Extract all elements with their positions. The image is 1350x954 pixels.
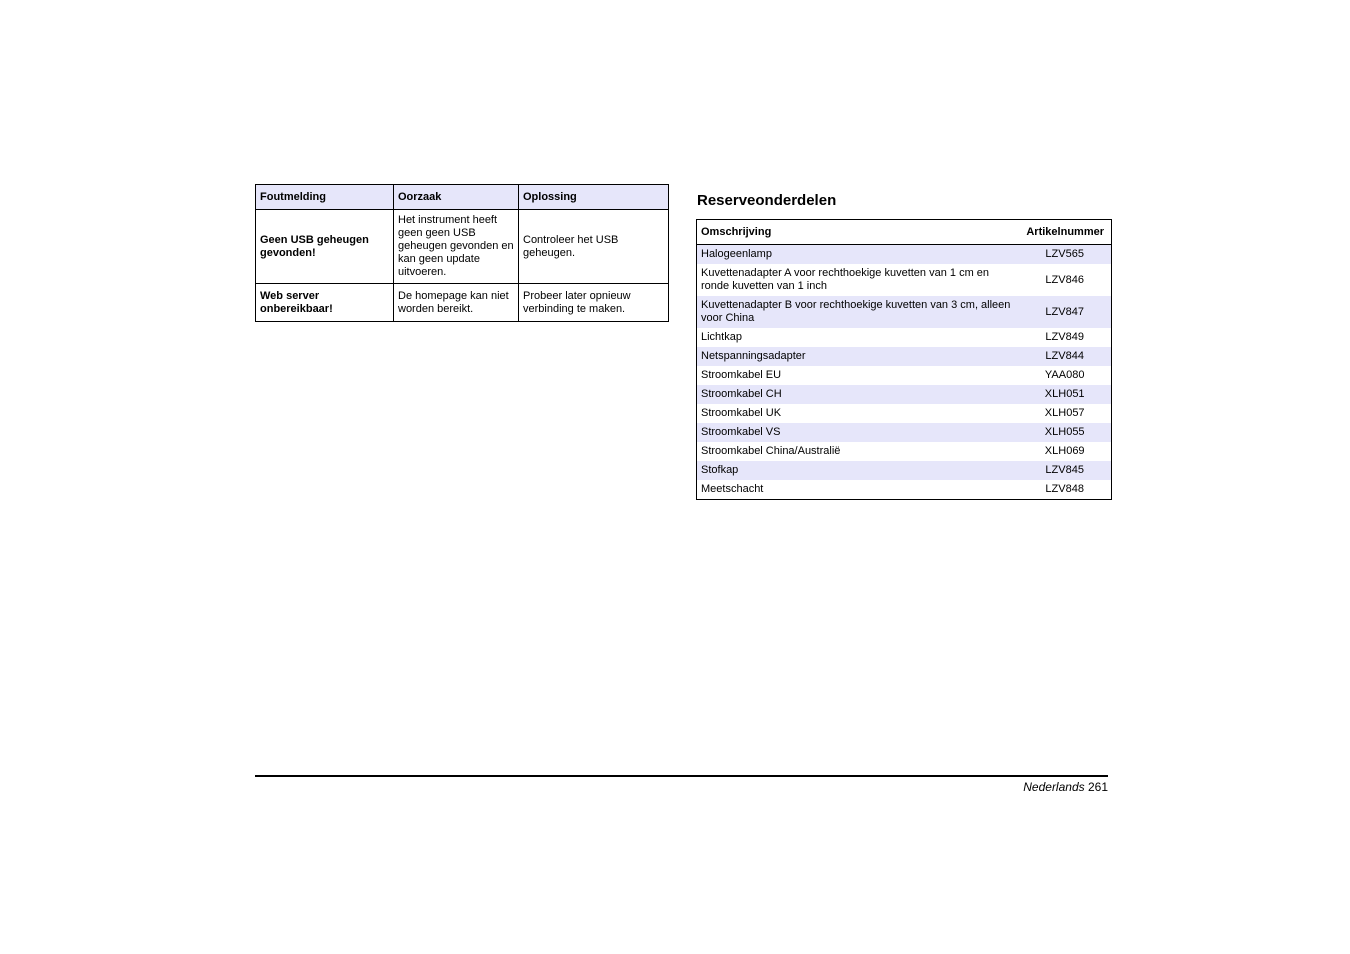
part-description: Meetschacht (701, 483, 764, 495)
error-table (255, 184, 669, 322)
part-description: Stroomkabel VS (697, 423, 1023, 442)
part-number: XLH057 (1044, 407, 1085, 419)
error-solution: Controleer het USB geheugen. (519, 210, 669, 284)
part-description: Stroomkabel China/Australië (701, 445, 841, 457)
part-number: LZV849 (1045, 331, 1084, 343)
column-header-article-number: Artikelnummer (1022, 220, 1111, 245)
part-number: XLH055 (1022, 423, 1111, 442)
part-number: XLH051 (1022, 385, 1111, 404)
footer-divider (255, 775, 1108, 777)
error-table-header-row (256, 185, 669, 210)
table-row (697, 347, 1112, 366)
table-row (697, 385, 1112, 404)
page-footer (1023, 780, 1108, 794)
part-description: Lichtkap (701, 331, 742, 343)
part-number: LZV845 (1022, 461, 1111, 480)
part-number: LZV846 (1045, 273, 1084, 286)
column-header-cause: Oorzaak (394, 185, 519, 210)
error-message: Geen USB geheugen gevonden! (256, 210, 394, 284)
part-description: Halogeenlamp (697, 245, 1023, 265)
page-number: 261 (1087, 780, 1108, 794)
part-description: Stroomkabel UK (701, 407, 782, 419)
column-header-description: Omschrijving (697, 220, 1023, 245)
table-row (256, 210, 669, 284)
error-solution: Probeer later opnieuw verbinding te maken. (519, 284, 669, 322)
parts-table (696, 219, 1112, 500)
column-header-solution: Oplossing (519, 185, 669, 210)
table-row (697, 404, 1112, 423)
table-row (697, 480, 1112, 500)
table-row (697, 296, 1112, 328)
section-title: Reserveonderdelen (697, 192, 837, 209)
part-description: Stofkap (697, 461, 1023, 480)
part-description: Kuvettenadapter A voor rechthoekige kuvetten van 1 cm en ronde kuvetten van 1 inch (701, 267, 990, 292)
table-row (697, 423, 1112, 442)
part-description: Stroomkabel CH (697, 385, 1023, 404)
footer-language: Nederlands (1023, 780, 1085, 794)
table-row (697, 366, 1112, 385)
part-number: LZV847 (1022, 296, 1111, 328)
parts-table-header-row (697, 220, 1112, 245)
part-number: LZV565 (1022, 245, 1111, 265)
table-row (697, 245, 1112, 265)
table-row (697, 442, 1112, 461)
part-number: LZV844 (1022, 347, 1111, 366)
column-header-error: Foutmelding (256, 185, 394, 210)
table-row (697, 264, 1112, 296)
part-number: LZV848 (1045, 483, 1084, 495)
part-number: XLH069 (1044, 445, 1085, 457)
error-message: Web server onbereikbaar! (256, 284, 394, 322)
part-number: YAA080 (1044, 369, 1085, 381)
table-row (697, 461, 1112, 480)
error-cause: De homepage kan niet worden bereikt. (394, 284, 519, 322)
table-row (697, 328, 1112, 347)
part-description: Kuvettenadapter B voor rechthoekige kuvetten van 3 cm, alleen voor China (697, 296, 1023, 328)
part-description: Stroomkabel EU (701, 369, 782, 381)
error-cause: Het instrument heeft geen geen USB geheugen gevonden en kan geen update uitvoeren. (394, 210, 519, 284)
table-row (256, 284, 669, 322)
part-description: Netspanningsadapter (697, 347, 1023, 366)
